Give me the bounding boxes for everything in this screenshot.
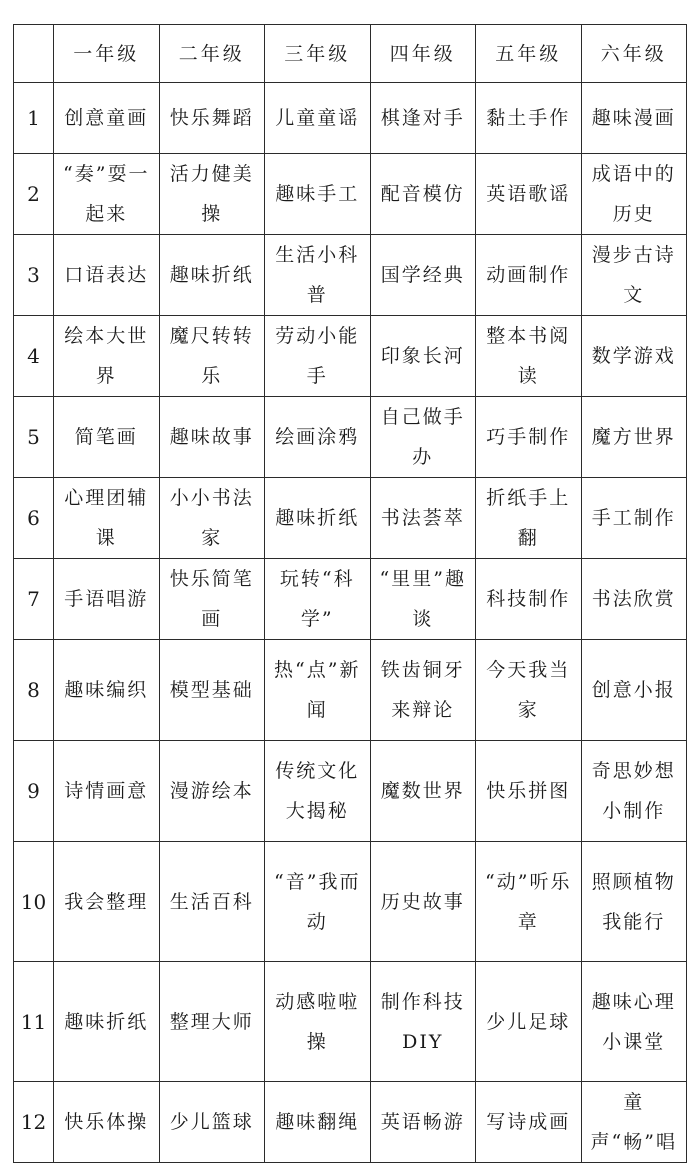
course-cell-grade-5: “动”听乐章 (476, 842, 582, 962)
header-cell-grade-1: 一年级 (54, 25, 160, 83)
course-cell-grade-5: 今天我当家 (476, 640, 582, 741)
course-cell-grade-4: 书法荟萃 (370, 478, 476, 559)
course-cell-grade-4: 历史故事 (370, 842, 476, 962)
course-cell-grade-2: 快乐简笔画 (159, 559, 265, 640)
row-number-cell: 3 (14, 235, 54, 316)
course-cell-grade-6: 成语中的历史 (581, 154, 687, 235)
course-cell-grade-1: 心理团辅课 (54, 478, 160, 559)
table-row (14, 1082, 687, 1163)
course-cell-grade-1: 趣味编织 (54, 640, 160, 741)
course-cell-grade-1: “奏”耍一起来 (54, 154, 160, 235)
course-cell-grade-1: 趣味折纸 (54, 962, 160, 1082)
course-cell-grade-3: 玩转“科学” (265, 559, 371, 640)
course-cell-grade-2: 活力健美操 (159, 154, 265, 235)
course-cell-grade-3: 趣味折纸 (265, 478, 371, 559)
course-cell-grade-3: 动感啦啦操 (265, 962, 371, 1082)
course-cell-grade-5: 科技制作 (476, 559, 582, 640)
course-cell-grade-4: 印象长河 (370, 316, 476, 397)
header-cell-grade-3: 三年级 (265, 25, 371, 83)
course-cell-grade-3: 趣味翻绳 (265, 1082, 371, 1163)
table-body (14, 83, 687, 1163)
course-cell-grade-2: 生活百科 (159, 842, 265, 962)
course-table-container (13, 24, 686, 1163)
course-cell-grade-2: 小小书法家 (159, 478, 265, 559)
course-cell-grade-3: 劳动小能手 (265, 316, 371, 397)
table-row (14, 83, 687, 154)
course-cell-grade-1: 简笔画 (54, 397, 160, 478)
course-cell-grade-3: 趣味手工 (265, 154, 371, 235)
course-cell-grade-4: 英语畅游 (370, 1082, 476, 1163)
course-cell-grade-4: 魔数世界 (370, 741, 476, 842)
row-number-cell: 5 (14, 397, 54, 478)
course-cell-grade-4: 配音模仿 (370, 154, 476, 235)
course-cell-grade-5: 折纸手上翻 (476, 478, 582, 559)
course-cell-grade-6: 数学游戏 (581, 316, 687, 397)
course-cell-grade-6: 趣味漫画 (581, 83, 687, 154)
row-number-cell: 8 (14, 640, 54, 741)
table-row (14, 842, 687, 962)
table-row (14, 559, 687, 640)
table-row (14, 741, 687, 842)
course-cell-grade-1: 我会整理 (54, 842, 160, 962)
course-table (13, 24, 687, 1163)
header-cell-corner (14, 25, 54, 83)
course-cell-grade-1: 创意童画 (54, 83, 160, 154)
course-cell-grade-3: 生活小科普 (265, 235, 371, 316)
course-cell-grade-4: 国学经典 (370, 235, 476, 316)
course-cell-grade-2: 模型基础 (159, 640, 265, 741)
course-cell-grade-6: 趣味心理小课堂 (581, 962, 687, 1082)
table-row (14, 478, 687, 559)
course-cell-grade-2: 漫游绘本 (159, 741, 265, 842)
course-cell-grade-3: 儿童童谣 (265, 83, 371, 154)
header-cell-grade-6: 六年级 (581, 25, 687, 83)
course-cell-grade-5: 快乐拼图 (476, 741, 582, 842)
table-row (14, 235, 687, 316)
table-row (14, 397, 687, 478)
row-number-cell: 2 (14, 154, 54, 235)
course-cell-grade-4: “里里”趣谈 (370, 559, 476, 640)
course-cell-grade-5: 动画制作 (476, 235, 582, 316)
header-row (14, 25, 687, 83)
row-number-cell: 9 (14, 741, 54, 842)
course-cell-grade-4: 制作科技DIY (370, 962, 476, 1082)
course-cell-grade-4: 自己做手办 (370, 397, 476, 478)
course-cell-grade-4: 棋逢对手 (370, 83, 476, 154)
course-cell-grade-1: 诗情画意 (54, 741, 160, 842)
course-cell-grade-2: 快乐舞蹈 (159, 83, 265, 154)
course-cell-grade-6: 照顾植物我能行 (581, 842, 687, 962)
table-row (14, 316, 687, 397)
course-cell-grade-3: 绘画涂鸦 (265, 397, 371, 478)
course-cell-grade-3: “音”我而动 (265, 842, 371, 962)
course-cell-grade-1: 手语唱游 (54, 559, 160, 640)
course-cell-grade-5: 巧手制作 (476, 397, 582, 478)
row-number-cell: 6 (14, 478, 54, 559)
course-cell-grade-5: 整本书阅读 (476, 316, 582, 397)
course-cell-grade-1: 绘本大世界 (54, 316, 160, 397)
row-number-cell: 10 (14, 842, 54, 962)
table-row (14, 962, 687, 1082)
course-cell-grade-6: 手工制作 (581, 478, 687, 559)
course-cell-grade-5: 英语歌谣 (476, 154, 582, 235)
course-cell-grade-6: 漫步古诗文 (581, 235, 687, 316)
course-cell-grade-2: 趣味故事 (159, 397, 265, 478)
row-number-cell: 1 (14, 83, 54, 154)
course-cell-grade-5: 少儿足球 (476, 962, 582, 1082)
course-cell-grade-2: 趣味折纸 (159, 235, 265, 316)
table-row (14, 154, 687, 235)
course-cell-grade-3: 传统文化大揭秘 (265, 741, 371, 842)
course-cell-grade-5: 黏土手作 (476, 83, 582, 154)
course-cell-grade-5: 写诗成画 (476, 1082, 582, 1163)
table-row (14, 640, 687, 741)
course-cell-grade-3: 热“点”新闻 (265, 640, 371, 741)
course-cell-grade-6: 魔方世界 (581, 397, 687, 478)
course-cell-grade-6: 创意小报 (581, 640, 687, 741)
row-number-cell: 4 (14, 316, 54, 397)
row-number-cell: 11 (14, 962, 54, 1082)
header-cell-grade-2: 二年级 (159, 25, 265, 83)
course-cell-grade-2: 少儿篮球 (159, 1082, 265, 1163)
course-cell-grade-1: 快乐体操 (54, 1082, 160, 1163)
course-cell-grade-2: 魔尺转转乐 (159, 316, 265, 397)
header-cell-grade-5: 五年级 (476, 25, 582, 83)
course-cell-grade-1: 口语表达 (54, 235, 160, 316)
row-number-cell: 12 (14, 1082, 54, 1163)
course-cell-grade-2: 整理大师 (159, 962, 265, 1082)
row-number-cell: 7 (14, 559, 54, 640)
course-cell-grade-4: 铁齿铜牙来辩论 (370, 640, 476, 741)
course-cell-grade-6: 书法欣赏 (581, 559, 687, 640)
course-cell-grade-6: 奇思妙想小制作 (581, 741, 687, 842)
header-cell-grade-4: 四年级 (370, 25, 476, 83)
course-cell-grade-6: 童声“畅”唱 (581, 1082, 687, 1163)
